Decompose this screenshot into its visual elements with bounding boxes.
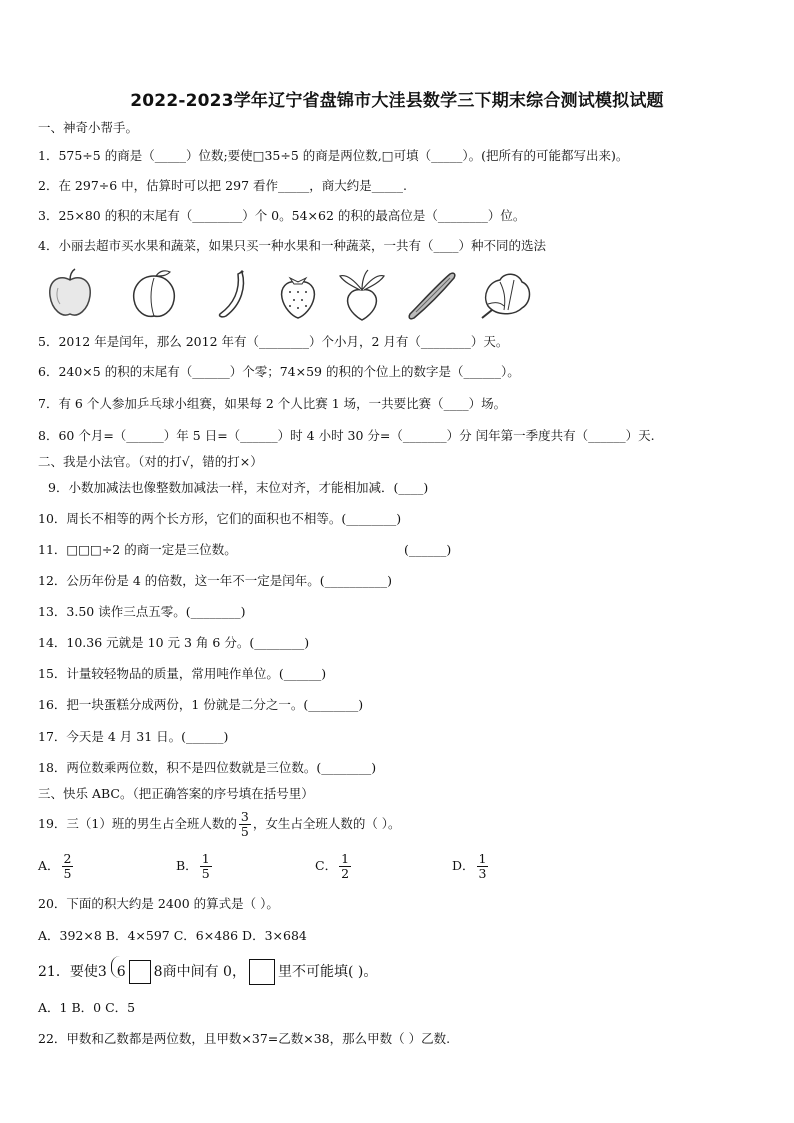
question-3: 3．25×80 的积的末尾有（________）个 0。54×62 的积的最高位是（________）位。 (38, 208, 526, 223)
fraction-denominator: 5 (240, 824, 249, 839)
option-label: B． (176, 858, 198, 873)
question-19-suffix: ，女生占全班人数的（ ）。 (252, 816, 401, 831)
section-2-heading: 二、我是小法官。（对的打√，错的打×） (38, 454, 263, 469)
question-7: 7．有 6 个人参加乒乓球小组赛，如果每 2 个人比赛 1 场，一共要比赛（____）场。 (38, 396, 507, 411)
question-13: 13．3.50 读作三点五零。(________) (38, 604, 246, 619)
long-division-sign (111, 958, 163, 986)
fraction-numerator: 3 (240, 809, 249, 824)
fraction-numerator: 1 (478, 851, 487, 866)
question-22: 22．甲数和乙数都是两位数，且甲数×37=乙数×38，那么甲数（ ）乙数. (38, 1031, 451, 1046)
question-11: 11．□□□÷2 的商一定是三位数。 (38, 542, 237, 557)
fraction-three-fifths (239, 810, 251, 839)
section-3-heading: 三、快乐 ABC。（把正确答案的序号填在括号里） (38, 786, 314, 801)
section-1-heading: 一、神奇小帮手。 (38, 120, 139, 135)
fraction-numerator: 1 (341, 851, 350, 866)
fraction-denominator: 2 (341, 866, 350, 881)
peach-icon (126, 266, 182, 322)
question-17: 17．今天是 4 月 31 日。(______) (38, 729, 229, 744)
question-18: 18．两位数乘两位数，积不是四位数就是三位数。(________) (38, 760, 377, 775)
question-2: 2．在 297÷6 中，估算时可以把 297 看作_____，商大约是_____. (38, 178, 407, 193)
radish-icon (334, 266, 390, 322)
option-c (315, 848, 353, 884)
question-4: 4．小丽去超市买水果和蔬菜，如果只买一种水果和一种蔬菜，一共有（____）种不同的选法 (38, 238, 546, 253)
question-20-options: A．392×8 B．4×597 C．6×486 D．3×684 (38, 928, 307, 943)
option-label: C． (315, 858, 338, 873)
apple-icon (42, 266, 98, 322)
question-10: 10．周长不相等的两个长方形，它们的面积也不相等。(________) (38, 511, 402, 526)
option-label: D． (452, 858, 475, 873)
blank-box (249, 959, 275, 985)
question-19-prefix: 19．三（1）班的男生占全班人数的 (38, 816, 237, 831)
question-6: 6．240×5 的积的末尾有（______）个零；74×59 的积的个位上的数字是（______）。 (38, 364, 520, 379)
question-15: 15．计量较轻物品的质量，常用吨作单位。(______) (38, 666, 327, 681)
question-9: 9．小数加减法也像整数加减法一样，末位对齐，才能相加减．(____) (48, 480, 429, 495)
question-21-middle: 商中间有 0， (162, 964, 246, 980)
question-19 (38, 806, 401, 842)
fraction-denominator: 5 (201, 866, 210, 881)
question-11-answer-blank: (______) (404, 542, 452, 557)
question-14: 14．10.36 元就是 10 元 3 角 6 分。(________) (38, 635, 310, 650)
blank-box (129, 960, 151, 984)
cucumber-icon (404, 266, 460, 322)
page-title: 2022-2023学年辽宁省盘锦市大洼县数学三下期末综合测试模拟试题 (130, 91, 664, 111)
option-d (452, 848, 490, 884)
divisor: 3 (97, 964, 107, 980)
dividend-digit-hundreds: 6 (116, 964, 126, 980)
fraction-numerator: 2 (63, 851, 72, 866)
option-label: A． (38, 858, 60, 873)
fraction-numerator: 1 (201, 851, 210, 866)
question-21 (38, 958, 377, 986)
question-5: 5．2012 年是闰年，那么 2012 年有（________）个小月，2 月有（________）天。 (38, 334, 509, 349)
dividend-digit-ones: 8 (153, 964, 163, 980)
fraction-denominator: 3 (478, 866, 487, 881)
question-20: 20．下面的积大约是 2400 的算式是（ ）。 (38, 896, 279, 911)
fraction-denominator: 5 (63, 866, 72, 881)
question-16: 16．把一块蛋糕分成两份，1 份就是二分之一。(________) (38, 697, 364, 712)
question-12: 12．公历年份是 4 的倍数，这一年不一定是闰年。(__________) (38, 573, 393, 588)
strawberry-icon (270, 266, 326, 322)
banana-icon (204, 266, 260, 322)
option-a (38, 848, 75, 884)
produce-images (38, 266, 558, 324)
cabbage-icon (478, 266, 534, 322)
question-1: 1．575÷5 的商是（_____）位数;要使□35÷5 的商是两位数,□可填（_____）。(把所有的可能都写出来)。 (38, 148, 629, 163)
question-21-prefix: 21．要使 (38, 964, 98, 980)
question-21-suffix: 里不可能填( )。 (277, 964, 378, 980)
question-21-options: A．1 B．0 C．5 (38, 1000, 136, 1015)
option-b (176, 848, 214, 884)
question-8: 8．60 个月=（______）年 5 日=（______）时 4 小时 30 分=（_______）分 闰年第一季度共有（______）天. (38, 428, 655, 443)
